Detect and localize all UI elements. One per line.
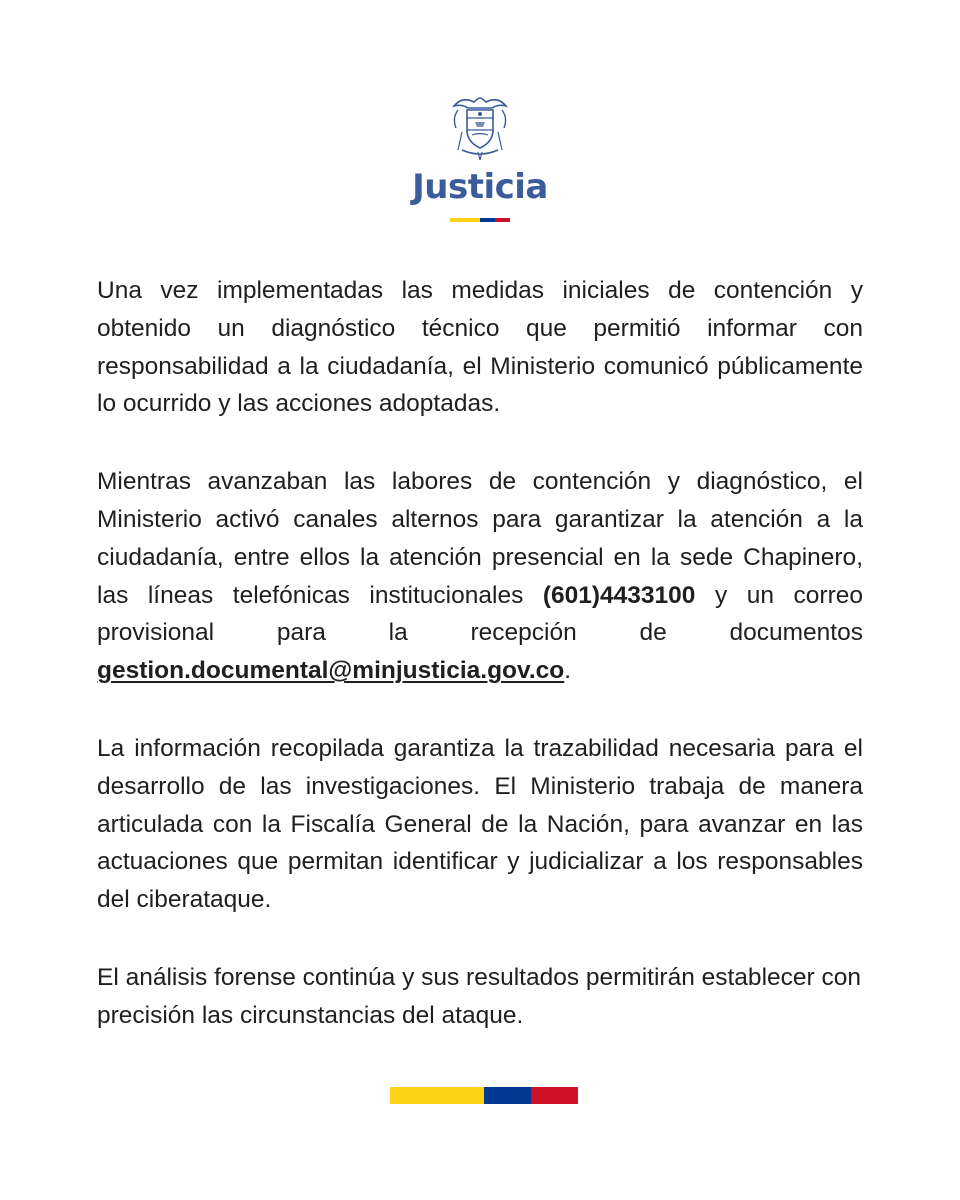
email-link[interactable]: gestion.documental@minjusticia.gov.co	[97, 657, 565, 685]
flag-blue-stripe	[480, 218, 495, 222]
flag-stripe-small	[450, 218, 510, 222]
flag-red-stripe	[495, 218, 510, 222]
colombia-coat-of-arms-icon	[448, 92, 512, 162]
statement-body	[97, 272, 863, 1075]
header	[0, 92, 960, 222]
flag-red-stripe	[531, 1087, 578, 1104]
flag-blue-stripe	[484, 1087, 531, 1104]
paragraph-2-text-b: y un correo provisional para la recepción de documentos	[97, 581, 863, 647]
paragraph-4: El análisis forense continúa y sus resultados permitirán establecer con precisión las circunstancias del ataque.	[97, 963, 861, 1029]
paragraph-2	[97, 463, 863, 690]
flag-yellow-stripe	[450, 218, 480, 222]
phone-number: (601)4433100	[542, 581, 696, 609]
flag-stripe-bottom	[390, 1087, 578, 1104]
paragraph-1: Una vez implementadas las medidas iniciales de contención y obtenido un diagnóstico técnico que permitió informar con responsabilidad a la ciudadanía, el Ministerio comunicó públicamente lo ocurrido y las acciones adoptadas.	[97, 277, 863, 418]
paragraph-3: La información recopilada garantiza la trazabilidad necesaria para el desarrollo de las investigaciones. El Ministerio trabaja de manera articulada con la Fiscalía General de la Nación, para avanzar en las actuaciones que permitan identificar y judicializar a los responsables del ciberataque.	[97, 734, 863, 914]
paragraph-2-text-c: .	[564, 657, 572, 685]
paragraph-2-text-a: Mientras avanzaban las labores de contención y diagnóstico, el Ministerio activó canales alternos para garantizar la atención a la ciudadanía, entre ellos la atención presencial en la sede Chapinero, las líneas telefónicas institucionales	[97, 468, 863, 609]
brand-name: Justicia	[412, 167, 548, 207]
flag-yellow-stripe	[390, 1087, 484, 1104]
